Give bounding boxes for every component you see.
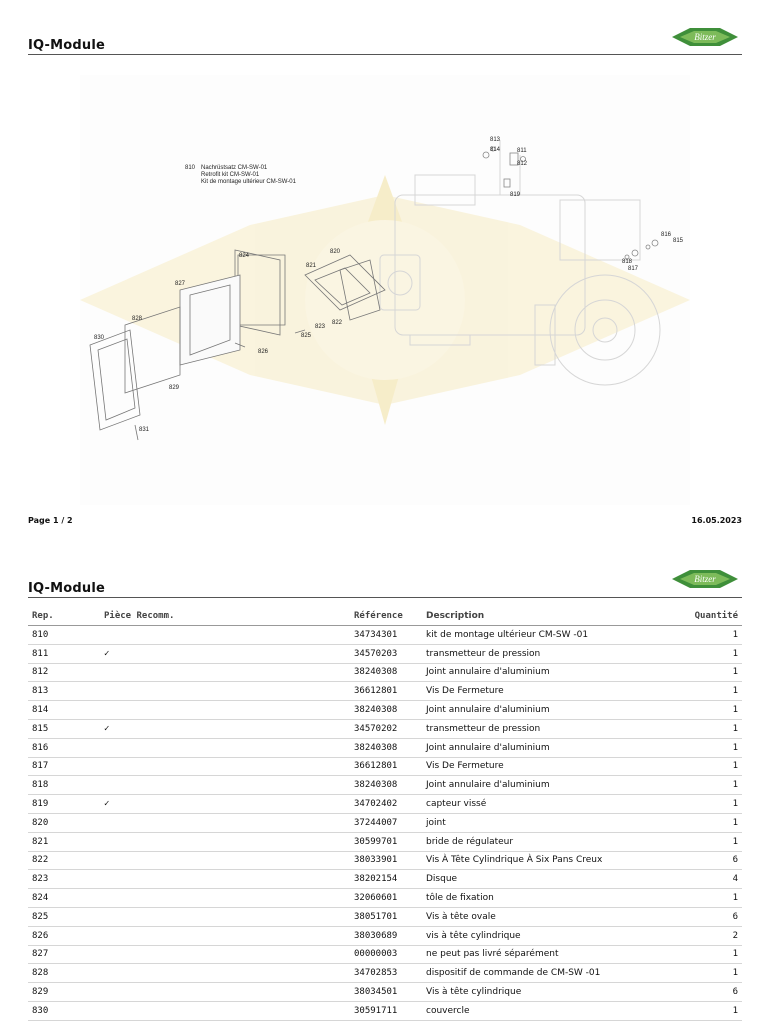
- callout-817: 817: [628, 266, 639, 272]
- reference-cell: 38033901: [350, 851, 422, 870]
- recommended-cell: [100, 832, 350, 851]
- quantity-cell: 1: [672, 964, 742, 983]
- rep-cell: 827: [28, 945, 100, 964]
- description-cell: Joint annulaire d'aluminium: [422, 776, 672, 795]
- rep-cell: 816: [28, 738, 100, 757]
- header-description: Description: [422, 607, 672, 626]
- rep-cell: 829: [28, 983, 100, 1002]
- table-row: [28, 701, 742, 720]
- table-row: [28, 983, 742, 1002]
- table-row: [28, 907, 742, 926]
- table-row: [28, 1001, 742, 1020]
- reference-cell: 38240308: [350, 663, 422, 682]
- rep-cell: 812: [28, 663, 100, 682]
- reference-cell: 38240308: [350, 738, 422, 757]
- header-rep: Rep.: [28, 607, 100, 626]
- reference-cell: 34570203: [350, 644, 422, 663]
- rep-cell: 811: [28, 644, 100, 663]
- reference-cell: 34702853: [350, 964, 422, 983]
- rep-cell: 830: [28, 1001, 100, 1020]
- reference-cell: 30591711: [350, 1001, 422, 1020]
- callout-823: 823: [315, 324, 326, 330]
- recommended-cell: [100, 682, 350, 701]
- quantity-cell: 1: [672, 701, 742, 720]
- recommended-cell: [100, 907, 350, 926]
- recommended-cell: [100, 983, 350, 1002]
- reference-cell: 00000003: [350, 945, 422, 964]
- recommended-cell: [100, 663, 350, 682]
- callout-827: 827: [175, 281, 186, 287]
- recommended-cell: ✓: [100, 795, 350, 814]
- description-cell: Vis De Fermeture: [422, 757, 672, 776]
- quantity-cell: 6: [672, 907, 742, 926]
- table-row: [28, 719, 742, 738]
- callout-831: 831: [139, 427, 150, 433]
- header-quantity: Quantité: [672, 607, 742, 626]
- rep-cell: 823: [28, 870, 100, 889]
- bitzer-logo-icon: [670, 566, 740, 592]
- quantity-cell: 1: [672, 626, 742, 645]
- quantity-cell: 1: [672, 719, 742, 738]
- header-recommended: Pièce Recomm.: [100, 607, 350, 626]
- table-row: [28, 682, 742, 701]
- quantity-cell: 1: [672, 813, 742, 832]
- reference-cell: 34734301: [350, 626, 422, 645]
- recommended-cell: [100, 851, 350, 870]
- reference-cell: 30599701: [350, 832, 422, 851]
- reference-cell: 38051701: [350, 907, 422, 926]
- recommended-cell: [100, 1001, 350, 1020]
- table-row: [28, 757, 742, 776]
- table-row: [28, 832, 742, 851]
- callout-821: 821: [306, 263, 317, 269]
- rep-cell: 826: [28, 926, 100, 945]
- callout-825: 825: [301, 333, 312, 339]
- rep-cell: 818: [28, 776, 100, 795]
- recommended-cell: ✓: [100, 644, 350, 663]
- table-row: [28, 945, 742, 964]
- reference-cell: 34702402: [350, 795, 422, 814]
- quantity-cell: 1: [672, 757, 742, 776]
- kit-line-1: Nachrüstsatz CM-SW-01: [201, 165, 268, 171]
- table-row: [28, 813, 742, 832]
- rep-cell: 819: [28, 795, 100, 814]
- callout-830: 830: [94, 335, 105, 341]
- kit-line-3: Kit de montage ultérieur CM-SW-01: [201, 179, 296, 185]
- recommended-cell: [100, 757, 350, 776]
- callout-826: 826: [258, 349, 269, 355]
- callout-815: 815: [673, 238, 684, 244]
- description-cell: Vis à tête ovale: [422, 907, 672, 926]
- table-row: [28, 663, 742, 682]
- description-cell: Disque: [422, 870, 672, 889]
- description-cell: Vis À Tête Cylindrique À Six Pans Creux: [422, 851, 672, 870]
- page-title: IQ-Module: [28, 38, 106, 53]
- quantity-cell: 4: [672, 870, 742, 889]
- rep-cell: 817: [28, 757, 100, 776]
- svg-text:Bitzer: Bitzer: [694, 574, 716, 584]
- page-title-2: IQ-Module: [28, 581, 106, 596]
- reference-cell: 36612801: [350, 757, 422, 776]
- rep-cell: 822: [28, 851, 100, 870]
- recommended-cell: [100, 776, 350, 795]
- description-cell: tôle de fixation: [422, 889, 672, 908]
- quantity-cell: 1: [672, 644, 742, 663]
- callout-829: 829: [169, 385, 180, 391]
- reference-cell: 38030689: [350, 926, 422, 945]
- description-cell: dispositif de commande de CM-SW -01: [422, 964, 672, 983]
- rep-cell: 828: [28, 964, 100, 983]
- table-row: [28, 851, 742, 870]
- reference-cell: 38202154: [350, 870, 422, 889]
- description-cell: Joint annulaire d'aluminium: [422, 738, 672, 757]
- rep-cell: 810: [28, 626, 100, 645]
- table-row: [28, 644, 742, 663]
- description-cell: Vis à tête cylindrique: [422, 983, 672, 1002]
- description-cell: ne peut pas livré séparément: [422, 945, 672, 964]
- rep-cell: 814: [28, 701, 100, 720]
- quantity-cell: 1: [672, 682, 742, 701]
- description-cell: vis à tête cylindrique: [422, 926, 672, 945]
- table-row: [28, 776, 742, 795]
- svg-text:Bitzer: Bitzer: [694, 32, 716, 42]
- callout-814: 814: [490, 147, 501, 153]
- description-cell: joint: [422, 813, 672, 832]
- reference-cell: 38240308: [350, 776, 422, 795]
- callout-828: 828: [132, 316, 143, 322]
- description-cell: capteur vissé: [422, 795, 672, 814]
- quantity-cell: 6: [672, 851, 742, 870]
- table-row: [28, 964, 742, 983]
- reference-cell: 36612801: [350, 682, 422, 701]
- description-cell: transmetteur de pression: [422, 644, 672, 663]
- header-reference: Référence: [350, 607, 422, 626]
- quantity-cell: 1: [672, 889, 742, 908]
- description-cell: transmetteur de pression: [422, 719, 672, 738]
- table-row: [28, 926, 742, 945]
- callout-816: 816: [661, 232, 672, 238]
- title-rule: [28, 54, 742, 55]
- table-row: [28, 738, 742, 757]
- rep-cell: 821: [28, 832, 100, 851]
- exploded-view-drawing: [80, 75, 690, 505]
- quantity-cell: 1: [672, 738, 742, 757]
- recommended-cell: [100, 738, 350, 757]
- rep-cell: 815: [28, 719, 100, 738]
- rep-cell: 813: [28, 682, 100, 701]
- recommended-cell: [100, 964, 350, 983]
- callout-818: 818: [622, 259, 633, 265]
- reference-cell: 38034501: [350, 983, 422, 1002]
- table-row: [28, 626, 742, 645]
- title-rule-2: [28, 597, 742, 598]
- reference-cell: 38240308: [350, 701, 422, 720]
- bitzer-logo-icon: [670, 24, 740, 50]
- page-number: Page 1 / 2: [28, 516, 73, 525]
- description-cell: Vis De Fermeture: [422, 682, 672, 701]
- quantity-cell: 1: [672, 832, 742, 851]
- quantity-cell: 1: [672, 1001, 742, 1020]
- description-cell: couvercle: [422, 1001, 672, 1020]
- rep-cell: 820: [28, 813, 100, 832]
- description-cell: kit de montage ultérieur CM-SW -01: [422, 626, 672, 645]
- table-header-row: [28, 607, 742, 626]
- description-cell: Joint annulaire d'aluminium: [422, 663, 672, 682]
- rep-cell: 825: [28, 907, 100, 926]
- kit-line-2: Retrofit kit CM-SW-01: [201, 172, 260, 178]
- parts-table: [28, 607, 742, 1021]
- quantity-cell: 1: [672, 776, 742, 795]
- callout-820: 820: [330, 249, 341, 255]
- rep-cell: 824: [28, 889, 100, 908]
- callout-824: 824: [239, 253, 250, 259]
- kit-number-label: 810: [185, 165, 196, 171]
- recommended-cell: [100, 889, 350, 908]
- recommended-cell: [100, 813, 350, 832]
- callout-813: 813: [490, 137, 501, 143]
- quantity-cell: 1: [672, 945, 742, 964]
- table-row: [28, 870, 742, 889]
- print-date: 16.05.2023: [691, 516, 742, 525]
- callout-811: 811: [517, 148, 527, 154]
- quantity-cell: 1: [672, 663, 742, 682]
- description-cell: bride de régulateur: [422, 832, 672, 851]
- description-cell: Joint annulaire d'aluminium: [422, 701, 672, 720]
- reference-cell: 37244007: [350, 813, 422, 832]
- recommended-cell: [100, 626, 350, 645]
- recommended-cell: [100, 926, 350, 945]
- quantity-cell: 6: [672, 983, 742, 1002]
- reference-cell: 34570202: [350, 719, 422, 738]
- table-row: [28, 889, 742, 908]
- quantity-cell: 1: [672, 795, 742, 814]
- callout-822: 822: [332, 320, 343, 326]
- recommended-cell: [100, 945, 350, 964]
- recommended-cell: ✓: [100, 719, 350, 738]
- recommended-cell: [100, 701, 350, 720]
- callout-812: 812: [517, 161, 528, 167]
- callout-819: 819: [510, 192, 521, 198]
- recommended-cell: [100, 870, 350, 889]
- reference-cell: 32060601: [350, 889, 422, 908]
- quantity-cell: 2: [672, 926, 742, 945]
- table-row: [28, 795, 742, 814]
